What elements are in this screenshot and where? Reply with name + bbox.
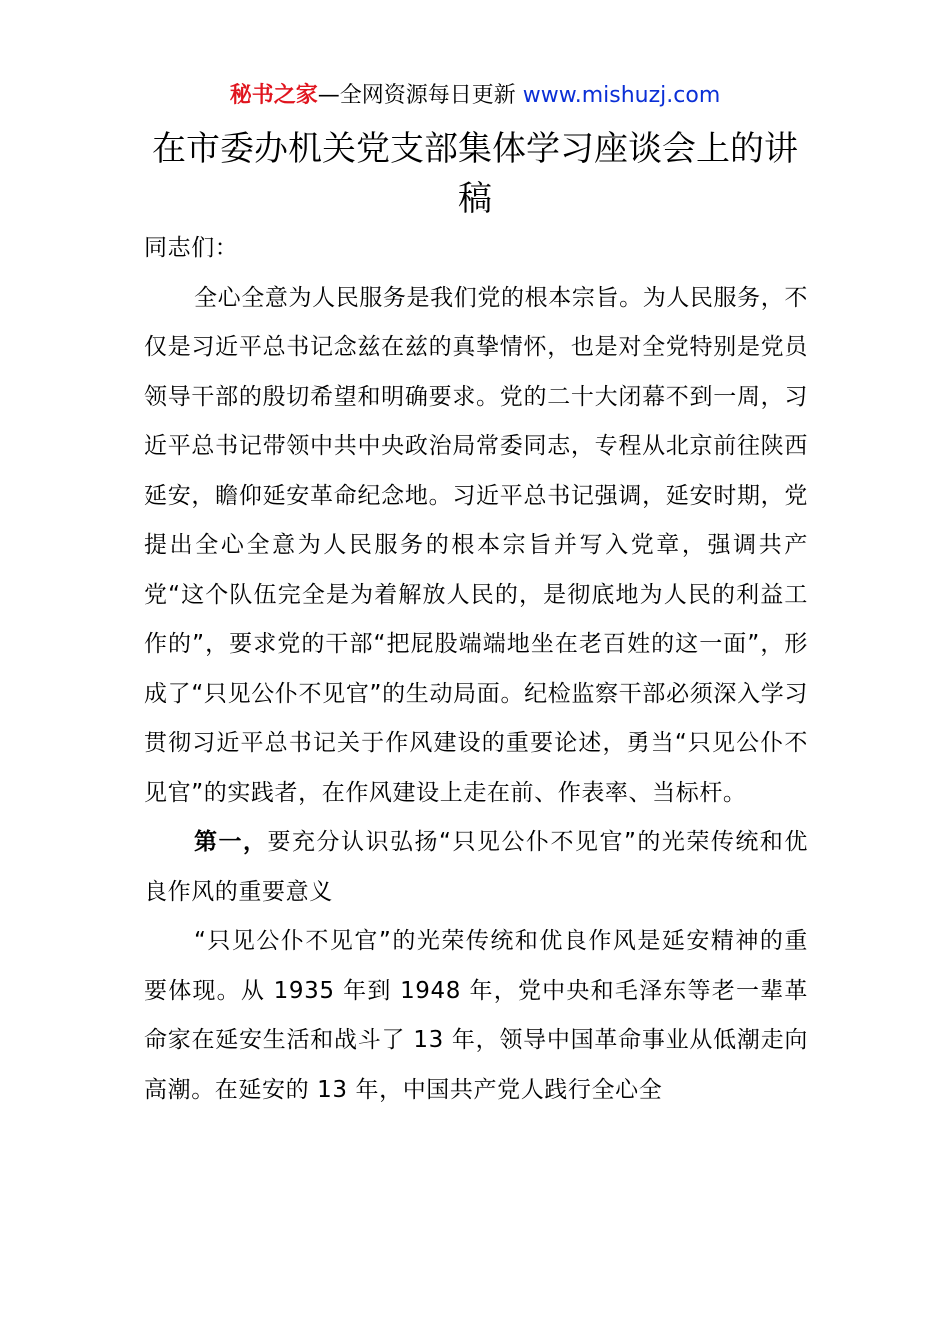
site-url[interactable]: www.mishuzj.com bbox=[522, 83, 721, 108]
section-lead: 第一， bbox=[194, 829, 268, 855]
brand-name: 秘书之家 bbox=[229, 83, 318, 108]
document-title: 在市委办机关党支部集体学习座谈会上的讲稿 bbox=[152, 129, 798, 219]
paragraph-2 bbox=[144, 818, 808, 917]
paragraph-1: 全心全意为人民服务是我们党的根本宗旨。为人民服务，不仅是习近平总书记念兹在兹的真挚情怀，也是对全党特别是党员领导干部的殷切希望和明确要求。党的二十大闭幕不到一周，习近平总书记带领中共中央政治局常委同志，专程从北京前往陕西延安，瞻仰延安革命纪念地。习近平总书记强调，延安时期，党提出全心全意为人民服务的根本宗旨并写入党章，强调共产党“这个队伍完全是为着解放人民的，是彻底地为人民的利益工作的”，要求党的干部“把屁股端端地坐在老百姓的这一面”，形成了“只见公仆不见官”的生动局面。纪检监察干部必须深入学习贯彻习近平总书记关于作风建设的重要论述，勇当“只见公仆不见官”的实践者，在作风建设上走在前、作表率、当标杆。 bbox=[144, 284, 808, 806]
section-heading: 要充分认识弘扬“只见公仆不见官”的光荣传统和优良作风的重要意义 bbox=[144, 829, 808, 905]
greeting: 同志们： bbox=[144, 235, 239, 261]
document-body bbox=[144, 224, 808, 1115]
site-header bbox=[0, 80, 950, 112]
header-slogan: —全网资源每日更新 bbox=[317, 83, 523, 108]
paragraph-3: “只见公仆不见官”的光荣传统和优良作风是延安精神的重要体现。从 1935 年到 1948 年，党中央和毛泽东等老一辈革命家在延安生活和战斗了 13 年，领导中国革命事业从低潮走向高潮。在延安的 13 年，中国共产党人践行全心全 bbox=[144, 928, 808, 1103]
